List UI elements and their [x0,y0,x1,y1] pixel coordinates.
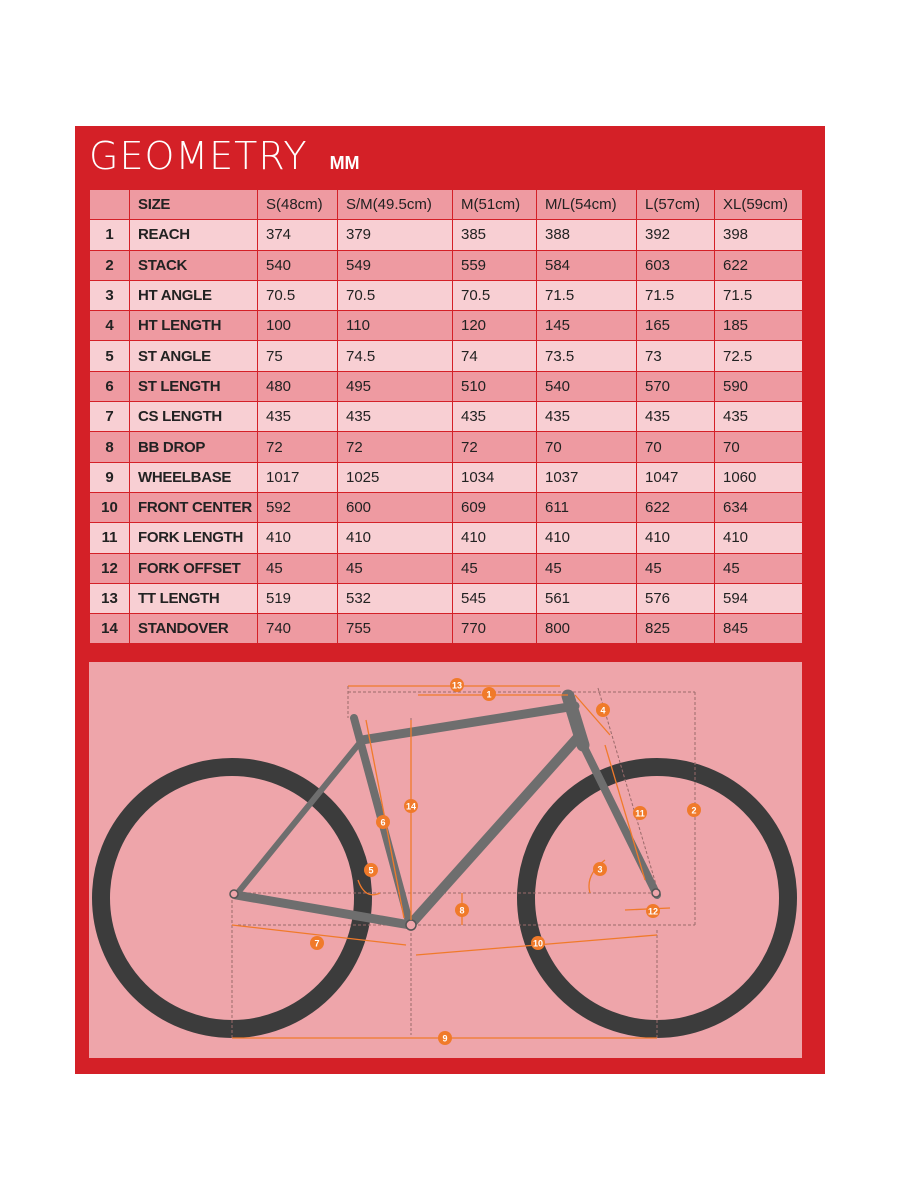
table-cell: 1060 [715,462,803,492]
marker-12-label: 12 [647,906,659,917]
table-cell: 70 [537,432,637,462]
orange-dimensions [232,686,670,1038]
table-cell: 510 [453,371,537,401]
table-cell: 600 [338,492,453,522]
table-cell: 45 [715,553,803,583]
row-number: 12 [90,553,130,583]
table-cell: 611 [537,492,637,522]
table-cell: 540 [258,250,338,280]
row-number: 6 [90,371,130,401]
measure-label: FORK LENGTH [130,523,258,553]
table-cell: 1017 [258,462,338,492]
table-cell: 435 [338,402,453,432]
table-cell: 559 [453,250,537,280]
table-cell: 410 [338,523,453,553]
row-number: 11 [90,523,130,553]
table-cell: 70.5 [453,280,537,310]
table-cell: 72 [258,432,338,462]
table-cell: 435 [715,402,803,432]
front-axle [652,889,660,897]
table-cell: 410 [258,523,338,553]
table-cell: 110 [338,311,453,341]
table-cell: 594 [715,583,803,613]
table-cell: 435 [258,402,338,432]
table-cell: 45 [453,553,537,583]
table-cell: 480 [258,371,338,401]
table-cell: 379 [338,220,453,250]
marker-5-label: 5 [368,865,374,876]
table-cell: 72 [453,432,537,462]
table-cell: 770 [453,614,537,644]
rear-axle [230,890,238,898]
row-number: 3 [90,280,130,310]
table-cell: 73 [637,341,715,371]
measure-label: ST ANGLE [130,341,258,371]
table-cell: 410 [453,523,537,553]
header-cell: SIZE [130,190,258,220]
table-cell: 584 [537,250,637,280]
marker-9-label: 9 [442,1033,448,1044]
row-number: 5 [90,341,130,371]
table-cell: 755 [338,614,453,644]
row-number: 1 [90,220,130,250]
bottom-bracket [406,920,416,930]
table-cell: 374 [258,220,338,250]
table-cell: 185 [715,311,803,341]
table-cell: 435 [537,402,637,432]
table-cell: 495 [338,371,453,401]
table-cell: 71.5 [637,280,715,310]
row-number: 9 [90,462,130,492]
row-number: 4 [90,311,130,341]
row-number: 10 [90,492,130,522]
header-cell: M(51cm) [453,190,537,220]
head-tube [568,696,583,745]
table-cell: 622 [637,492,715,522]
table-cell: 165 [637,311,715,341]
table-cell: 576 [637,583,715,613]
table-cell: 71.5 [715,280,803,310]
measure-label: HT LENGTH [130,311,258,341]
table-cell: 740 [258,614,338,644]
measure-label: FRONT CENTER [130,492,258,522]
table-cell: 545 [453,583,537,613]
table-cell: 45 [537,553,637,583]
measure-label: STANDOVER [130,614,258,644]
table-cell: 622 [715,250,803,280]
marker-4-label: 4 [600,705,606,716]
table-cell: 70.5 [338,280,453,310]
table-cell: 634 [715,492,803,522]
header-cell: S(48cm) [258,190,338,220]
chain-stay [236,895,410,925]
table-cell: 1037 [537,462,637,492]
table-cell: 72 [338,432,453,462]
table-cell: 45 [338,553,453,583]
marker-13-label: 13 [451,680,463,691]
marker-8-label: 8 [459,905,465,916]
table-cell: 72.5 [715,341,803,371]
table-cell: 120 [453,311,537,341]
top-tube [362,706,575,740]
table-cell: 70 [715,432,803,462]
table-cell: 570 [637,371,715,401]
measure-label: TT LENGTH [130,583,258,613]
marker-10-label: 10 [532,938,544,949]
table-cell: 73.5 [537,341,637,371]
table-cell: 1034 [453,462,537,492]
table-cell: 45 [637,553,715,583]
table-cell: 603 [637,250,715,280]
page-title: GEOMETRY [89,134,308,178]
table-cell: 1025 [338,462,453,492]
measure-label: HT ANGLE [130,280,258,310]
table-cell: 410 [715,523,803,553]
table-cell: 74.5 [338,341,453,371]
marker-3-label: 3 [597,864,603,875]
table-cell: 561 [537,583,637,613]
row-number: 14 [90,614,130,644]
marker-6-label: 6 [380,817,386,828]
marker-11-label: 11 [635,808,645,819]
table-cell: 410 [537,523,637,553]
table-cell: 590 [715,371,803,401]
table-cell: 609 [453,492,537,522]
header-cell: L(57cm) [637,190,715,220]
table-cell: 845 [715,614,803,644]
table-cell: 70 [637,432,715,462]
measure-label: STACK [130,250,258,280]
table-cell: 1047 [637,462,715,492]
table-cell: 532 [338,583,453,613]
table-cell: 519 [258,583,338,613]
table-cell: 385 [453,220,537,250]
marker-14-label: 14 [405,801,417,812]
table-cell: 825 [637,614,715,644]
table-cell: 70.5 [258,280,338,310]
row-number: 2 [90,250,130,280]
unit-label: MM [329,153,360,173]
table-cell: 71.5 [537,280,637,310]
table-cell: 540 [537,371,637,401]
measure-label: WHEELBASE [130,462,258,492]
measure-label: BB DROP [130,432,258,462]
marker-7-label: 7 [314,938,320,949]
measure-label: FORK OFFSET [130,553,258,583]
table-cell: 392 [637,220,715,250]
table-cell: 592 [258,492,338,522]
header-cell: XL(59cm) [715,190,803,220]
table-cell: 145 [537,311,637,341]
row-number: 13 [90,583,130,613]
table-cell: 549 [338,250,453,280]
table-cell: 45 [258,553,338,583]
row-number: 8 [90,432,130,462]
table-cell: 398 [715,220,803,250]
table-cell: 75 [258,341,338,371]
measure-label: REACH [130,220,258,250]
row-number: 7 [90,402,130,432]
table-cell: 800 [537,614,637,644]
table-cell: 74 [453,341,537,371]
measure-label: ST LENGTH [130,371,258,401]
table-cell: 410 [637,523,715,553]
marker-2-label: 2 [691,805,697,816]
header-cell: S/M(49.5cm) [338,190,453,220]
marker-1-label: 1 [486,689,492,700]
table-cell: 100 [258,311,338,341]
table-cell: 435 [453,402,537,432]
bike-frame [236,696,657,925]
table-cell: 388 [537,220,637,250]
table-cell: 435 [637,402,715,432]
header-cell: M/L(54cm) [537,190,637,220]
measure-label: CS LENGTH [130,402,258,432]
